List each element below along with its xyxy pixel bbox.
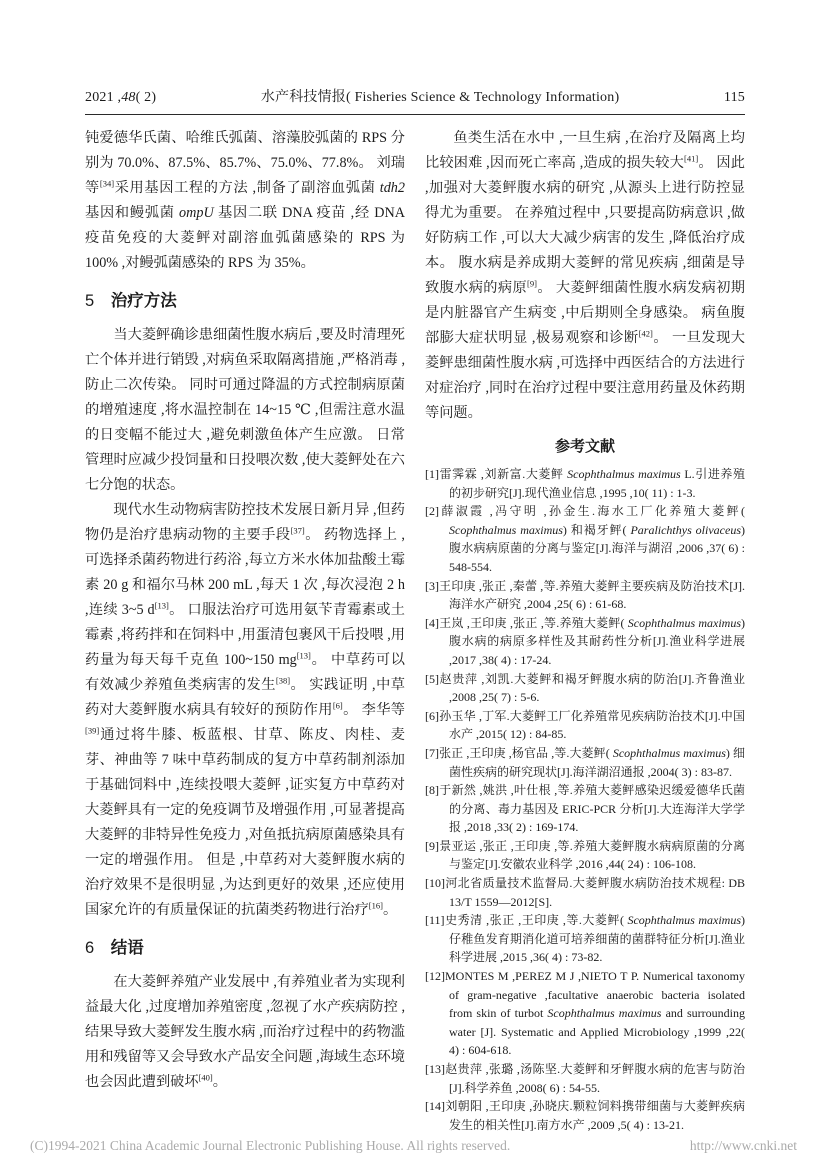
reference-item: [5]赵贵萍 ,刘凯.大菱鲆和褐牙鲆腹水病的防治[J].齐鲁渔业 ,2008 ,25( 7) : 5-6.: [425, 671, 745, 705]
reference-item: [4]王岚 ,王印庚 ,张正 ,等.养殖大菱鲆( Scophthalmus maximus) 腹水病的病原多样性及其耐药性分析[J].渔业科学进展 ,2017 ,38( 4) : 17-24.: [425, 615, 745, 667]
cnki-url[interactable]: http://www.cnki.net: [689, 1138, 797, 1153]
header-divider: [85, 114, 745, 115]
reference-item: [11]史秀清 ,张正 ,王印庚 ,等.大菱鲆( Scophthalmus maximus) 仔稚鱼发育期消化道可培养细菌的菌群特征分析[J].渔业科学进展 ,2015 ,36( 4) : 73-82.: [425, 913, 745, 965]
section-5-number: 5: [85, 292, 95, 310]
section-5-paragraph-1: 当大菱鲆确诊患细菌性腹水病后 ,要及时清理死亡个体并进行销毁 ,对病鱼采取隔离措施 ,严格消毒 ,防止二次传染。 同时可通过降温的方式控制病原菌的增殖速度 ,将水温控制在 14~15 ℃ ,但需注意水温的日变幅不能过大 ,避免刺激鱼体产生应激。 日常管理时应减少投饲量和日投喂次数 ,使大菱鲆处在六七分饱的状态。: [85, 327, 405, 493]
two-column-body: [85, 126, 745, 1134]
reference-item: [8]于新然 ,姚洪 ,叶仕根 ,等.养殖大菱鲆感染迟缓爱德华氏菌的分离、毒力基因及 ERIC-PCR 分析[J].大连海洋大学学报 ,2018 ,33( 2) : 169-174.: [425, 783, 745, 835]
reference-item: [10]河北省质量技术监督局.大菱鲆腹水病防治技术规程: DB 13/T 1559—2012[S].: [425, 876, 745, 909]
left-column: [85, 126, 405, 1134]
section-5-title: 治疗方法: [110, 292, 177, 310]
reference-item: [14]刘朝阳 ,王印庚 ,孙晓庆.颗粒饲料携带细菌与大菱鲆疾病发生的相关性[J].南方水产 ,2009 ,5( 4) : 13-21.: [425, 1099, 745, 1132]
section-5-heading: [85, 290, 405, 312]
references-heading: 参考文献: [554, 438, 615, 455]
references-list: [425, 465, 745, 1134]
page-footer: [30, 1138, 797, 1154]
reference-item: [13]赵贵萍 ,张璐 ,汤陈坚.大菱鲆和牙鲆腹水病的危害与防治[J].科学养鱼 ,2008( 6) : 54-55.: [425, 1062, 745, 1095]
right-column: [425, 126, 745, 1134]
paragraph-continuation: 钝爱德华氏菌、哈维氏弧菌、溶藻胶弧菌的 RPS 分别为 70.0%、87.5%、85.7%、75.0%、77.8%。 刘瑞等[34]采用基因工程的方法 ,制备了副溶血弧菌 tdh2 基因和鳗弧菌 ompU 基因二联 DNA 疫苗 ,经 DNA 疫苗免疫的大菱鲆对副溶血弧菌感染的 RPS 为 100% ,对鳗弧菌感染的 RPS 为 35%。: [85, 130, 405, 271]
reference-item: [6]孙玉华 ,丁军.大菱鲆工厂化养殖常见疾病防治技术[J].中国水产 ,2015( 12) : 84-85.: [425, 708, 745, 742]
reference-item: [12]MONTES M ,PEREZ M J ,NIETO T P. Numerical taxonomy of gram-negative ,facultative anaerobic bacteria isolated from skin of turbot Scophthalmus maximus and surrounding water [J]. Systematic and Applied Microbiology ,1999 ,22( 4) : 604-618.: [425, 969, 745, 1058]
reference-item: [2]薛淑霞 ,冯守明 ,孙金生.海水工厂化养殖大菱鲆( Scophthalmus maximus) 和褐牙鲆( Paralichthys olivaceus) 腹水病病原菌的分离与鉴定[J].海洋与湖沼 ,2006 ,37( 6) : 548-554.: [425, 504, 745, 574]
section-6-number: 6: [85, 939, 95, 957]
reference-item: [7]张正 ,王印庚 ,杨官品 ,等.大菱鲆( Scophthalmus maximus) 细菌性疾病的研究现状[J].海洋湖沼通报 ,2004( 3) : 83-87.: [425, 745, 746, 779]
issue-info: 2021 ,48( 2): [85, 90, 157, 105]
section-6-title: 结语: [110, 939, 144, 957]
section-6-heading: [85, 937, 405, 959]
page-number: 115: [723, 90, 745, 105]
journal-title: 水产科技情报( Fisheries Science & Technology Information): [260, 90, 620, 105]
right-column-paragraph: 鱼类生活在水中 ,一旦生病 ,在治疗及隔离上均比较困难 ,因而死亡率高 ,造成的损失较大[41]。 因此 ,加强对大菱鲆腹水病的研究 ,从源头上进行防控显得尤为重要。 在养殖过程中 ,只要提高防病意识 ,做好防病工作 ,可以大大减少病害的发生 ,降低治疗成本。 腹水病是养成期大菱鲆的常见疾病 ,细菌是导致腹水病的病原[9]。 大菱鲆细菌性腹水病发病初期是内脏器官产生病变 ,中后期则全身感染。 病鱼腹部膨大症状明显 ,极易观察和诊断[42]。 一旦发现大菱鲆患细菌性腹水病 ,可选择中西医结合的方法进行对症治疗 ,同时在治疗过程中要注意用药量及休药期等问题。: [425, 130, 745, 421]
section-5-paragraph-2: 现代水生动物病害防控技术发展日新月异 ,但药物仍是治疗患病动物的主要手段[37]。 药物选择上 ,可选择杀菌药物进行药浴 ,每立方米水体加盐酸土霉素 20 g 和福尔马林 200 mL ,每天 1 次 ,每次浸泡 2 h ,连续 3~5 d[13]。 口服法治疗可选用氨苄青霉素或土霉素 ,将药拌和在饲料中 ,用蛋清包裹风干后投喂 ,用药量为每天每千克鱼 100~150 mg[13]。 中草药可以有效减少养殖鱼类病害的发生[38]。 实践证明 ,中草药对大菱鲆腹水病具有较好的预防作用[6]。 李华等[39]通过将牛膝、板蓝根、甘草、陈皮、肉桂、麦芽、神曲等 7 味中草药制成的复方中草药制剂添加于基础饲料中 ,连续投喂大菱鲆 ,证实复方中草药对大菱鲆具有一定的免疫调节及增强作用 ,可显著提高大菱鲆的非特异性免疫力 ,对鱼抵抗病原菌感染具有一定的增强作用。 但是 ,中草药对大菱鲆腹水病的治疗效果不是很明显 ,为达到更好的效果 ,还应使用国家允许的有质量保证的抗菌类药物进行治疗[16]。: [85, 502, 405, 918]
reference-item: [9]景亚运 ,张正 ,王印庚 ,等.养殖大菱鲆腹水病病原菌的分离与鉴定[J].安徽农业科学 ,2016 ,44( 24) : 106-108.: [425, 838, 745, 872]
page-header: [85, 86, 745, 106]
section-6-paragraph-1: 在大菱鲆养殖产业发展中 ,有养殖业者为实现利益最大化 ,过度增加养殖密度 ,忽视了水产疾病防控 ,结果导致大菱鲆发生腹水病 ,而治疗过程中的药物滥用和残留等又会导致水产品安全问题 ,海域生态环境也会因此遭到破坏[40]。: [85, 974, 405, 1090]
reference-item: [3]王印庚 ,张正 ,秦蕾 ,等.养殖大菱鲆主要疾病及防治技术[J].海洋水产研究 ,2004 ,25( 6) : 61-68.: [425, 578, 745, 612]
copyright-text: (C)1994-2021 China Academic Journal Electronic Publishing House. All rights reserved.: [30, 1138, 511, 1153]
reference-item: [1]雷霁霖 ,刘新富.大菱鲆 Scophthalmus maximus L.引进养殖的初步研究[J].现代渔业信息 ,1995 ,10( 11) : 1-3.: [425, 467, 745, 500]
